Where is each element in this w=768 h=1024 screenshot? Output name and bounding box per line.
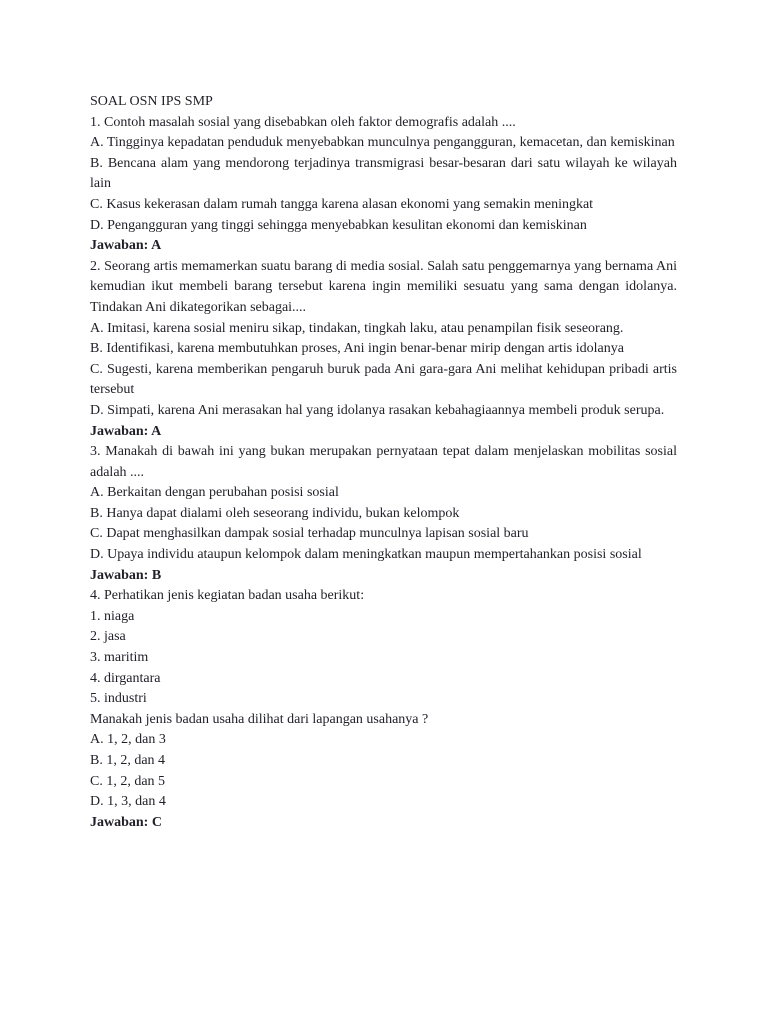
question-1-answer: Jawaban: A <box>90 238 162 254</box>
question-1-option-d: D. Pengangguran yang tinggi sehingga menyebabkan kesulitan ekonomi dan kemiskinan <box>90 217 587 233</box>
question-4-option-b: B. 1, 2, dan 4 <box>90 753 166 768</box>
question-1-option-a: A. Tingginya kepadatan penduduk menyebabkan munculnya pengangguran, kemacetan, dan kemiskinan <box>90 135 675 151</box>
question-4-option-a: A. 1, 2, dan 3 <box>90 732 166 748</box>
question-3-option-d: D. Upaya individu ataupun kelompok dalam meningkatkan maupun mempertahankan posisi sosial <box>90 547 642 563</box>
question-4-list-item-4: 4. dirgantara <box>90 670 161 686</box>
question-3-option-b: B. Hanya dapat dialami oleh seseorang individu, bukan kelompok <box>90 505 460 521</box>
question-4-list-item-2: 2. jasa <box>90 629 126 645</box>
question-2-option-c: C. Sugesti, karena memberikan pengaruh buruk pada Ani gara-gara Ani melihat kehidupan pribadi artis tersebut <box>90 361 677 398</box>
question-2-option-d: D. Simpati, karena Ani merasakan hal yang idolanya rasakan kebahagiaannya membeli produk serupa. <box>90 402 665 418</box>
question-2-answer: Jawaban: A <box>90 423 162 439</box>
question-3-option-c: C. Dapat menghasilkan dampak sosial terhadap munculnya lapisan sosial baru <box>90 526 529 542</box>
question-2-option-b: B. Identifikasi, karena membutuhkan proses, Ani ingin benar-benar mirip dengan artis idolanya <box>90 341 624 357</box>
question-1-option-b: B. Bencana alam yang mendorong terjadinya transmigrasi besar-besaran dari satu wilayah ke wilayah lain <box>90 155 677 192</box>
question-2-stem: 2. Seorang artis memamerkan suatu barang di media sosial. Salah satu penggemarnya yang bernama Ani kemudian ikut membeli barang tersebut karena ingin memiliki sesuatu yang sama dengan idolanya. Tindakan Ani dikategorikan sebagai.... <box>90 258 677 315</box>
question-4-prompt: Manakah jenis badan usaha dilihat dari lapangan usahanya ? <box>90 711 429 727</box>
question-3-stem: 3. Manakah di bawah ini yang bukan merupakan pernyataan tepat dalam menjelaskan mobilitas sosial adalah .... <box>90 444 677 480</box>
question-4-stem: 4. Perhatikan jenis kegiatan badan usaha berikut: <box>90 588 365 604</box>
question-1-stem: 1. Contoh masalah sosial yang disebabkan oleh faktor demografis adalah .... <box>90 114 516 130</box>
question-3-answer: Jawaban: B <box>90 567 162 583</box>
question-4-option-d: D. 1, 3, dan 4 <box>90 794 166 810</box>
question-3-option-a: A. Berkaitan dengan perubahan posisi sosial <box>90 485 339 501</box>
question-1-option-c: C. Kasus kekerasan dalam rumah tangga karena alasan ekonomi yang semakin meningkat <box>90 196 594 212</box>
question-4-option-c: C. 1, 2, dan 5 <box>90 773 166 789</box>
question-4-list-item-1: 1. niaga <box>90 608 135 624</box>
document-body <box>90 92 677 833</box>
question-2-option-a: A. Imitasi, karena sosial meniru sikap, tindakan, tingkah laku, atau penampilan fisik seseorang. <box>90 320 624 336</box>
question-4-list-item-5: 5. industri <box>90 691 147 707</box>
question-4-answer: Jawaban: C <box>90 814 162 830</box>
question-4-list-item-3: 3. maritim <box>90 650 149 666</box>
document-title: SOAL OSN IPS SMP <box>90 94 213 109</box>
